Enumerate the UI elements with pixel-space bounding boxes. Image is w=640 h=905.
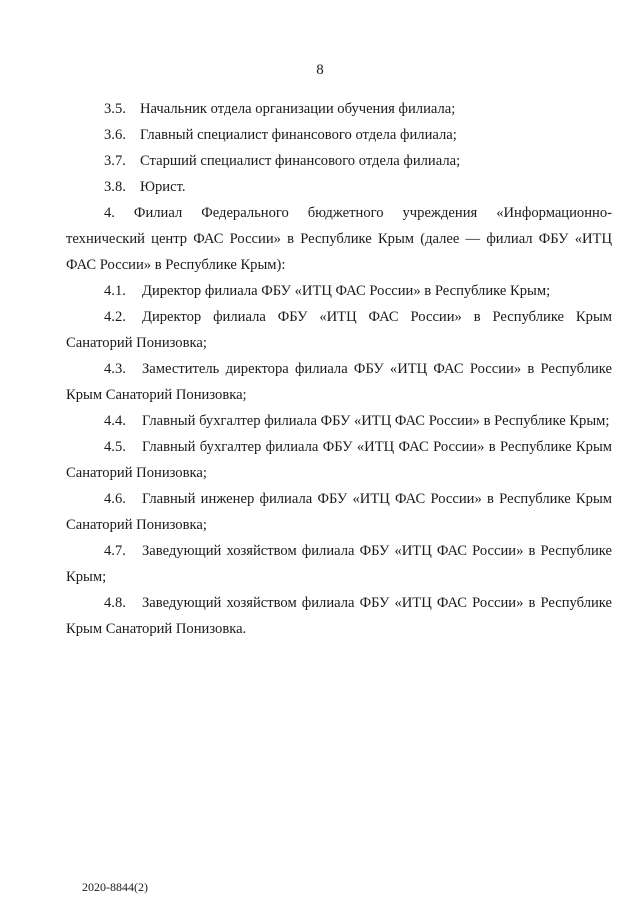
item-text: Главный бухгалтер филиала ФБУ «ИТЦ ФАС России» в Республике Крым Санаторий Понизовка; (66, 439, 612, 481)
list-item (66, 486, 612, 538)
item-number: 3.6. (104, 127, 126, 143)
item-number: 4.4. (104, 413, 126, 429)
item-number: 4.6. (104, 491, 126, 507)
list-item (66, 96, 612, 122)
item-text: Юрист. (140, 179, 186, 195)
item-text: Главный бухгалтер филиала ФБУ «ИТЦ ФАС России» в Республике Крым; (142, 413, 610, 429)
item-text: Начальник отдела организации обучения филиала; (140, 101, 456, 117)
item-text: Директор филиала ФБУ «ИТЦ ФАС России» в Республике Крым; (142, 283, 551, 299)
item-number: 3.7. (104, 153, 126, 169)
item-text: Заведующий хозяйством филиала ФБУ «ИТЦ ФАС России» в Республике Крым; (66, 543, 612, 585)
item-number: 3.8. (104, 179, 126, 195)
list-item (66, 304, 612, 356)
item-number: 4.1. (104, 283, 126, 299)
item-text: Старший специалист финансового отдела филиала; (140, 153, 461, 169)
item-number: 4.8. (104, 595, 126, 611)
document-body (66, 96, 612, 642)
item-text: Главный инженер филиала ФБУ «ИТЦ ФАС России» в Республике Крым Санаторий Понизовка; (66, 491, 612, 533)
item-text: Главный специалист финансового отдела филиала; (140, 127, 457, 143)
list-item (66, 434, 612, 486)
list-item (66, 408, 612, 434)
list-item (66, 278, 612, 304)
item-number: 4.2. (104, 309, 126, 325)
list-item (66, 148, 612, 174)
item-text: Директор филиала ФБУ «ИТЦ ФАС России» в Республике Крым Санаторий Понизовка; (66, 309, 612, 351)
item-number: 4.3. (104, 361, 126, 377)
section-heading: 4. Филиал Федерального бюджетного учреждения «Информационно-технический центр ФАС России» в Республике Крым (далее — филиал ФБУ «ИТЦ ФАС России» в Республике Крым): (66, 205, 612, 273)
item-text: Заместитель директора филиала ФБУ «ИТЦ ФАС России» в Республике Крым Санаторий Понизовка; (66, 361, 612, 403)
document-code: 2020-8844(2) (82, 880, 148, 894)
page-number: 8 (316, 62, 324, 78)
item-number: 4.7. (104, 543, 126, 559)
item-text: Заведующий хозяйством филиала ФБУ «ИТЦ ФАС России» в Республике Крым Санаторий Понизовка. (66, 595, 612, 637)
list-item (66, 538, 612, 590)
list-item (66, 174, 612, 200)
list-item (66, 356, 612, 408)
list-item (66, 590, 612, 642)
list-item (66, 122, 612, 148)
item-number: 3.5. (104, 101, 126, 117)
item-number: 4.5. (104, 439, 126, 455)
